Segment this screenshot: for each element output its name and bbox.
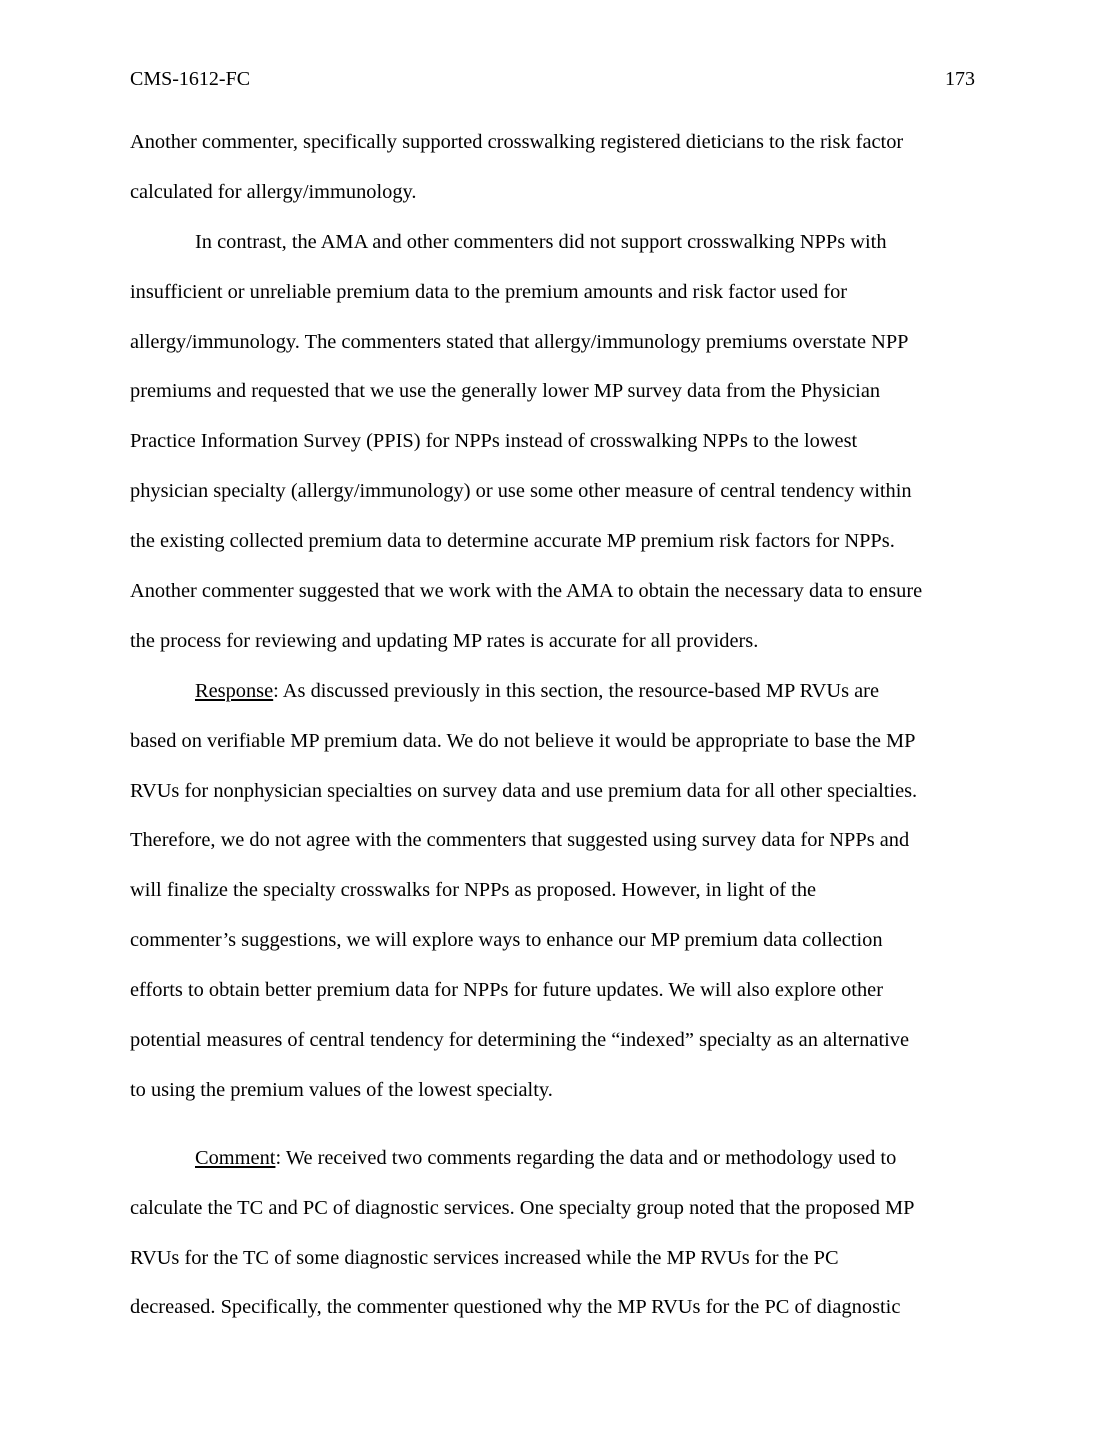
comment-first-line: : We received two comments regarding the data and or methodology used to	[275, 1146, 897, 1169]
text-line: to using the premium values of the lowest specialty.	[130, 1078, 553, 1101]
text-line: potential measures of central tendency for determining the “indexed” specialty as an alternative	[130, 1029, 910, 1052]
document-id: CMS-1612-FC	[130, 68, 251, 90]
text-line: the process for reviewing and updating MP rates is accurate for all providers.	[130, 629, 759, 652]
document-body	[130, 118, 980, 1333]
paragraph-response	[130, 667, 980, 1116]
text-line: decreased. Specifically, the commenter questioned why the MP RVUs for the PC of diagnostic	[130, 1296, 901, 1319]
text-line: calculate the TC and PC of diagnostic services. One specialty group noted that the proposed MP	[130, 1196, 915, 1219]
paragraph-comment	[130, 1134, 980, 1334]
text-line: Practice Information Survey (PPIS) for NPPs instead of crosswalking NPPs to the lowest	[130, 430, 858, 453]
text-line: In contrast, the AMA and other commenters did not support crosswalking NPPs with	[195, 230, 887, 253]
text-line: commenter’s suggestions, we will explore ways to enhance our MP premium data collection	[130, 929, 883, 952]
paragraph-gap	[130, 1116, 980, 1134]
text-line: allergy/immunology. The commenters stated that allergy/immunology premiums overstate NPP	[130, 330, 909, 353]
response-first-line: : As discussed previously in this section, the resource-based MP RVUs are	[273, 679, 880, 702]
paragraph-continuation	[130, 118, 980, 218]
text-line: insufficient or unreliable premium data to the premium amounts and risk factor used for	[130, 280, 848, 303]
text-line: the existing collected premium data to determine accurate MP premium risk factors for NPPs.	[130, 530, 895, 553]
text-line: Therefore, we do not agree with the commenters that suggested using survey data for NPPs and	[130, 829, 910, 852]
page-number: 173	[945, 68, 975, 90]
page-header	[130, 66, 975, 92]
text-line: RVUs for nonphysician specialties on survey data and use premium data for all other specialties.	[130, 779, 918, 802]
text-line: Another commenter, specifically supported crosswalking registered dieticians to the risk factor	[130, 131, 904, 153]
text-line: efforts to obtain better premium data for NPPs for future updates. We will also explore other	[130, 979, 883, 1002]
text-line: will finalize the specialty crosswalks for NPPs as proposed. However, in light of the	[130, 879, 817, 902]
text-line: calculated for allergy/immunology.	[130, 180, 417, 203]
paragraph-ama-comments	[130, 218, 980, 667]
text-line: premiums and requested that we use the generally lower MP survey data from the Physician	[130, 380, 881, 403]
text-line: based on verifiable MP premium data. We do not believe it would be appropriate to base the MP	[130, 729, 916, 752]
text-line: Another commenter suggested that we work with the AMA to obtain the necessary data to ensure	[130, 580, 923, 603]
comment-label: Comment	[195, 1146, 276, 1169]
text-line	[130, 1134, 980, 1184]
text-line: RVUs for the TC of some diagnostic services increased while the MP RVUs for the PC	[130, 1246, 839, 1269]
text-line: physician specialty (allergy/immunology) or use some other measure of central tendency within	[130, 480, 912, 503]
text-line	[130, 667, 980, 717]
response-label: Response	[195, 679, 274, 702]
